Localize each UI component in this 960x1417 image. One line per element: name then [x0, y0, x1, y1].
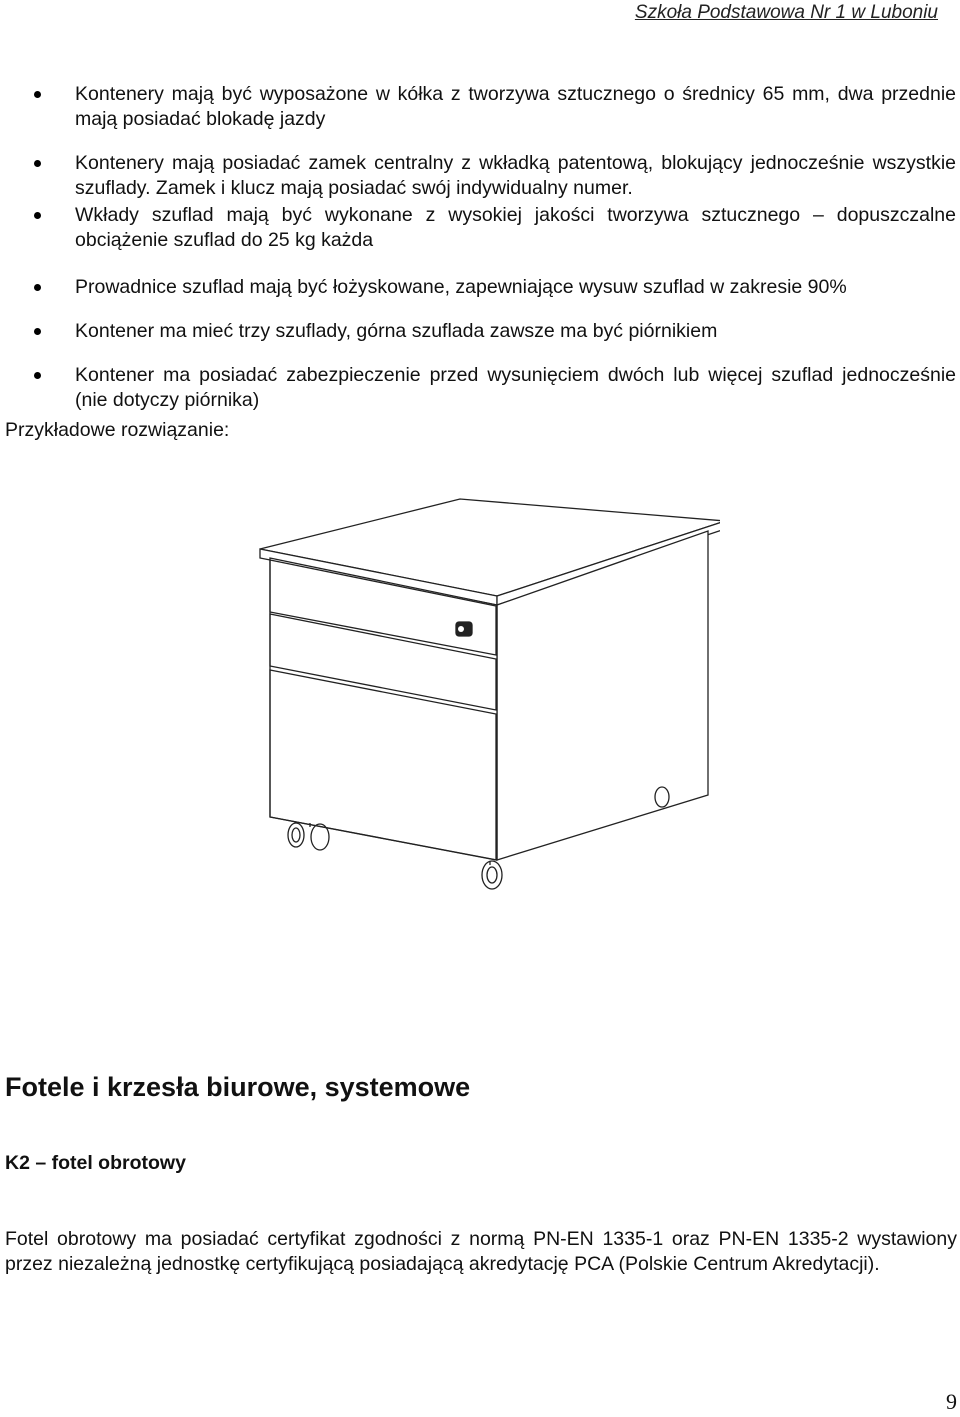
page-header: Szkoła Podstawowa Nr 1 w Luboniu — [634, 2, 938, 23]
page-number: 9 — [946, 1389, 957, 1414]
requirements-list — [0, 82, 960, 413]
cabinet-illustration — [250, 465, 720, 895]
list-item: Prowadnice szuflad mają być łożyskowane, zapewniające wysuw szuflad w zakresie 90% — [0, 275, 960, 300]
list-item: Kontener ma posiadać zabezpieczenie przed wysunięciem dwóch lub więcej szuflad jednocześnie (nie dotyczy piórnika) — [0, 363, 960, 413]
item-title: K2 – fotel obrotowy — [5, 1152, 186, 1174]
list-item: Kontenery mają posiadać zamek centralny z wkładką patentową, blokujący jednocześnie wszystkie szuflady. Zamek i klucz mają posiadać swój indywidualny numer. — [0, 151, 960, 201]
list-item: Kontener ma mieć trzy szuflady, górna szuflada zawsze ma być piórnikiem — [0, 319, 960, 344]
section-title: Fotele i krzesła biurowe, systemowe — [5, 1072, 471, 1102]
mobile-drawer-cabinet-drawing-icon — [250, 465, 720, 895]
example-label: Przykładowe rozwiązanie: — [5, 419, 230, 441]
description-paragraph: Fotel obrotowy ma posiadać certyfikat zgodności z normą PN-EN 1335-1 oraz PN-EN 1335-2 wystawiony przez niezależną jednostkę certyfikującą posiadającą akredytację PCA (Polskie Centrum Akredytacji). — [5, 1228, 957, 1275]
list-item: Wkłady szuflad mają być wykonane z wysokiej jakości tworzywa sztucznego – dopuszczalne obciążenie szuflad do 25 kg każda — [0, 203, 960, 253]
list-item: Kontenery mają być wyposażone w kółka z tworzywa sztucznego o średnicy 65 mm, dwa przednie mają posiadać blokadę jazdy — [0, 82, 960, 132]
